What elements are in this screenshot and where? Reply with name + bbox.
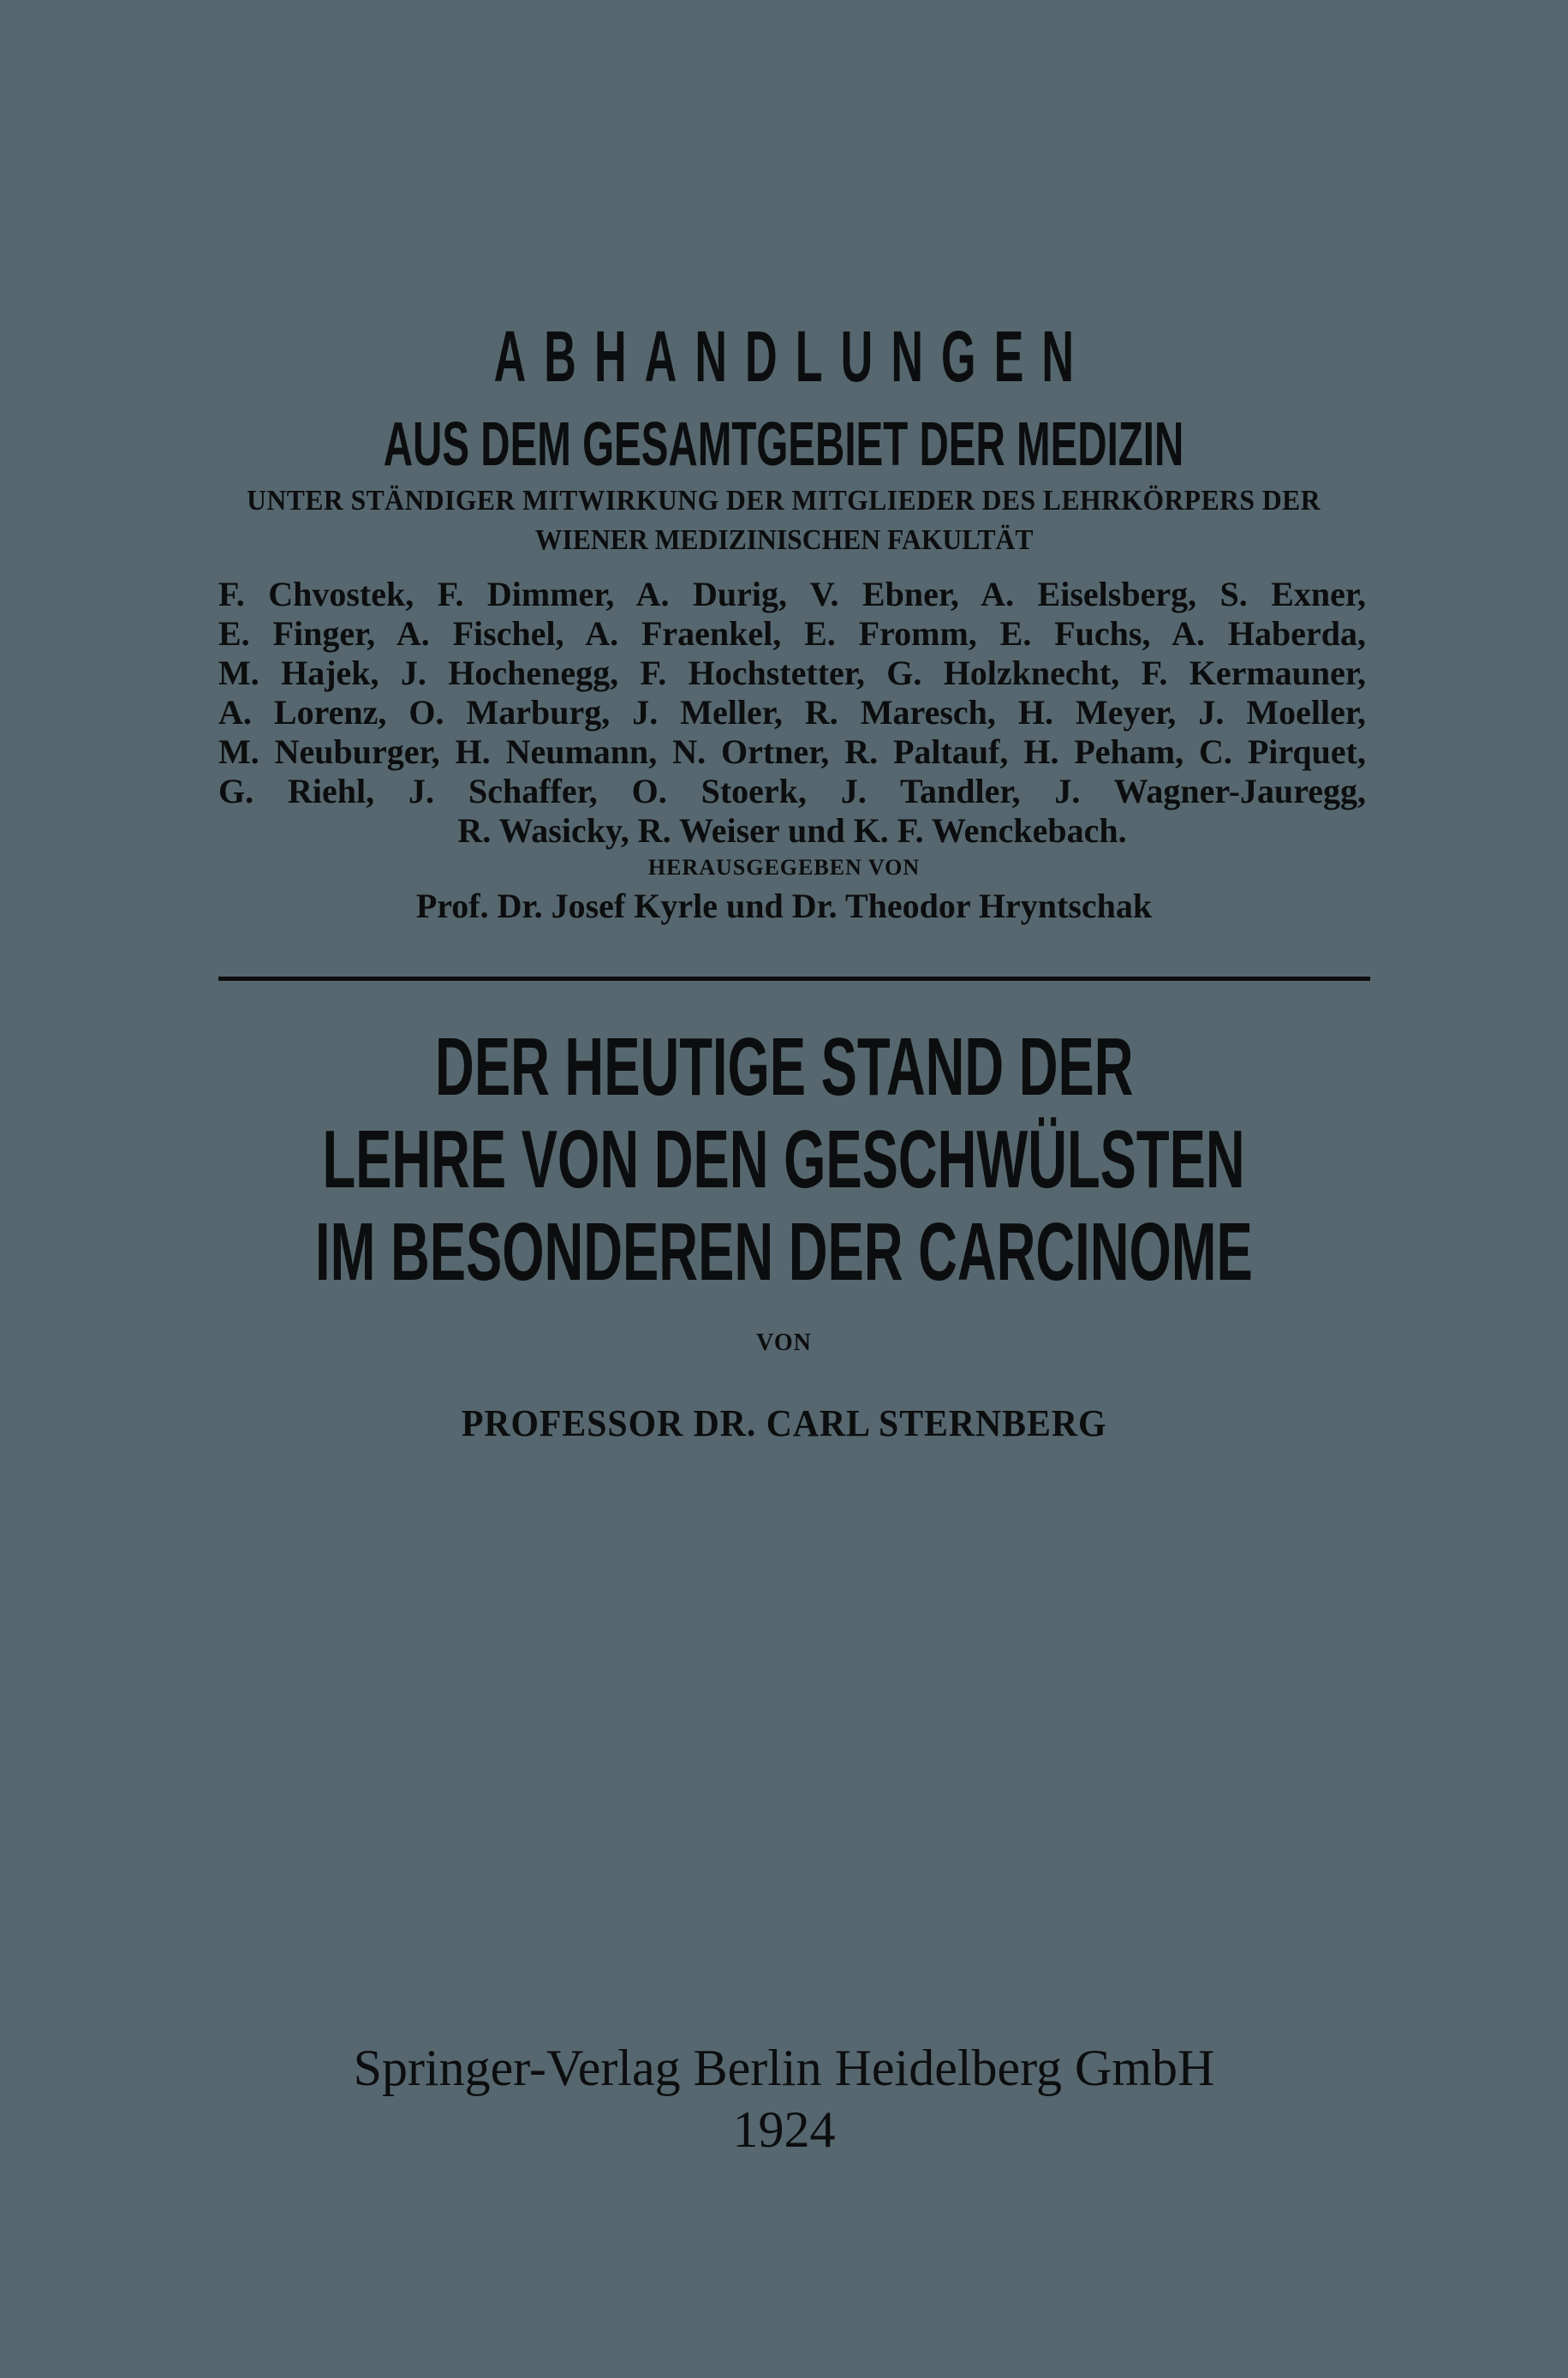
book-title-line-3: IM BESONDEREN DER CARCINOME: [315, 1206, 1253, 1298]
divider-rule: [218, 977, 1370, 981]
collaboration-line-2: WIENER MEDIZINISCHEN FAKULTÄT: [534, 524, 1034, 556]
book-title-line-2: LEHRE VON DEN GESCHWÜLSTEN: [322, 1114, 1246, 1205]
series-title: ABHANDLUNGEN: [493, 316, 1093, 397]
contributor-line: E. Finger, A. Fischel, A. Fraenkel, E. Fromm, E. Fuchs, A. Haberda,: [218, 614, 1366, 653]
publication-year: 1924: [732, 2101, 836, 2158]
series-subtitle: AUS DEM GESAMTGEBIET DER MEDIZIN: [384, 410, 1184, 479]
publisher: Springer-Verlag Berlin Heidelberg GmbH: [353, 2040, 1215, 2096]
contributor-line: A. Lorenz, O. Marburg, J. Meller, R. Maresch, H. Meyer, J. Moeller,: [218, 693, 1366, 732]
contributor-line: F. Chvostek, F. Dimmer, A. Durig, V. Ebner, A. Eiselsberg, S. Exner,: [218, 575, 1366, 613]
contributor-line: M. Neuburger, H. Neumann, N. Ortner, R. Paltauf, H. Peham, C. Pirquet,: [218, 732, 1366, 771]
contributor-line: G. Riehl, J. Schaffer, O. Stoerk, J. Tandler, J. Wagner-Jauregg,: [218, 772, 1366, 810]
editors-label: HERAUSGEGEBEN VON: [647, 855, 921, 880]
book-title-line-1: DER HEUTIGE STAND DER: [434, 1021, 1134, 1113]
editors: Prof. Dr. Josef Kyrle und Dr. Theodor Hryntschak: [415, 887, 1153, 925]
by-label: VON: [756, 1329, 812, 1356]
contributor-line: M. Hajek, J. Hochenegg, F. Hochstetter, G. Holzknecht, F. Kermauner,: [218, 654, 1366, 692]
collaboration-line-1: UNTER STÄNDIGER MITWIRKUNG DER MITGLIEDER DES LEHRKÖRPERS DER: [247, 485, 1321, 517]
contributor-line: R. Wasicky, R. Weiser und K. F. Wenckebach.: [457, 811, 1127, 850]
author: PROFESSOR DR. CARL STERNBERG: [461, 1402, 1107, 1444]
